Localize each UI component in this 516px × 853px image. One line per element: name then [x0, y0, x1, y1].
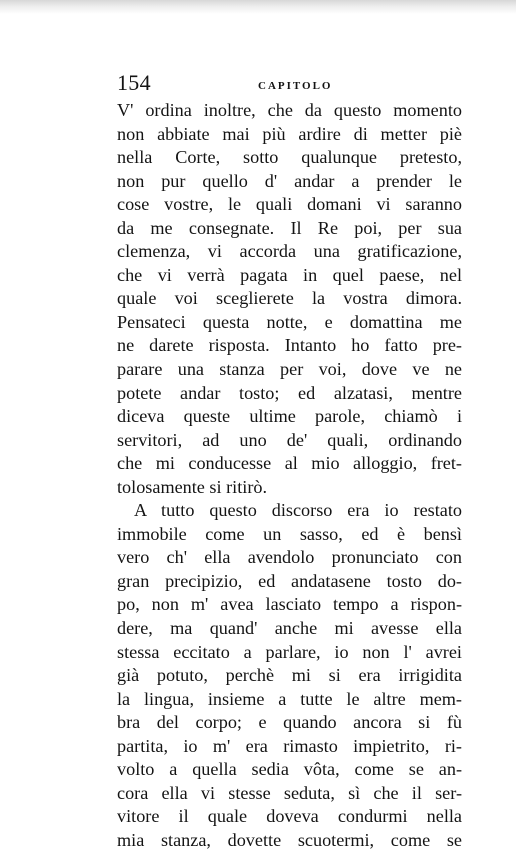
text-line: gran precipizio, ed andatasene tosto do- [117, 570, 462, 591]
text-line: non abbiate mai più ardire di metter piè [117, 123, 462, 144]
text-line: cose vostre, le quali domani vi saranno [117, 194, 462, 215]
text-line: diceva queste ultime parole, chiamò i [117, 406, 462, 427]
text-line: Pensateci questa notte, e domattina me [117, 311, 462, 332]
text-line: che mi conducesse al mio alloggio, fret- [117, 453, 462, 474]
text-line: la lingua, insieme a tutte le altre mem- [117, 688, 462, 709]
text-line: potete andar tosto; ed alzatasi, mentre [117, 382, 462, 403]
text-line: ne darete risposta. Intanto ho fatto pre- [117, 335, 462, 356]
text-line: vitore il quale doveva condurmi nella [117, 806, 462, 827]
text-line: quale voi sceglierete la vostra dimora. [117, 288, 462, 309]
text-line: non pur quello d' andar a prender le [117, 170, 462, 191]
body-text [117, 99, 462, 853]
text-line: V' ordina inoltre, che da questo momento [117, 100, 462, 120]
paragraph-first-line: A tutto questo discorso era io restato [134, 500, 462, 521]
text-line: da me consegnate. Il Re poi, per sua [117, 217, 462, 238]
text-line: volto a quella sedia vôta, come se an- [117, 759, 462, 780]
text-line: clemenza, vi accorda una gratificazione, [117, 241, 462, 262]
text-line: vero ch' ella avendolo pronunciato con [117, 547, 462, 568]
text-line: mia stanza, dovette scuotermi, come se [117, 829, 462, 850]
text-line: parare una stanza per voi, dove ve ne [117, 359, 462, 380]
text-line: servitori, ad uno de' quali, ordinando [117, 429, 462, 450]
page-header [117, 70, 462, 98]
paragraph-end-line: tolosamente si ritirò. [117, 476, 268, 497]
text-line: che vi verrà pagata in quel paese, nel [117, 264, 462, 285]
text-line: cora ella vi stesse seduta, sì che il ser- [117, 782, 462, 803]
text-line: po, non m' avea lasciato tempo a rispon- [117, 594, 462, 615]
page-number: 154 [117, 70, 151, 95]
page-edge-shadow [0, 0, 516, 14]
text-line: stessa eccitato a parlare, io non l' avrei [117, 641, 462, 662]
text-line: nella Corte, sotto qualunque pretesto, [117, 147, 462, 168]
text-line: già potuto, perchè mi si era irrigidita [117, 665, 462, 686]
running-head: CAPITOLO [258, 80, 333, 92]
text-line: dere, ma quand' anche mi avesse ella [117, 618, 462, 639]
text-line: partita, io m' era rimasto impietrito, ri- [117, 735, 462, 756]
text-line: immobile come un sasso, ed è bensì [117, 523, 462, 544]
text-line: bra del corpo; e quando ancora si fù [117, 712, 462, 733]
